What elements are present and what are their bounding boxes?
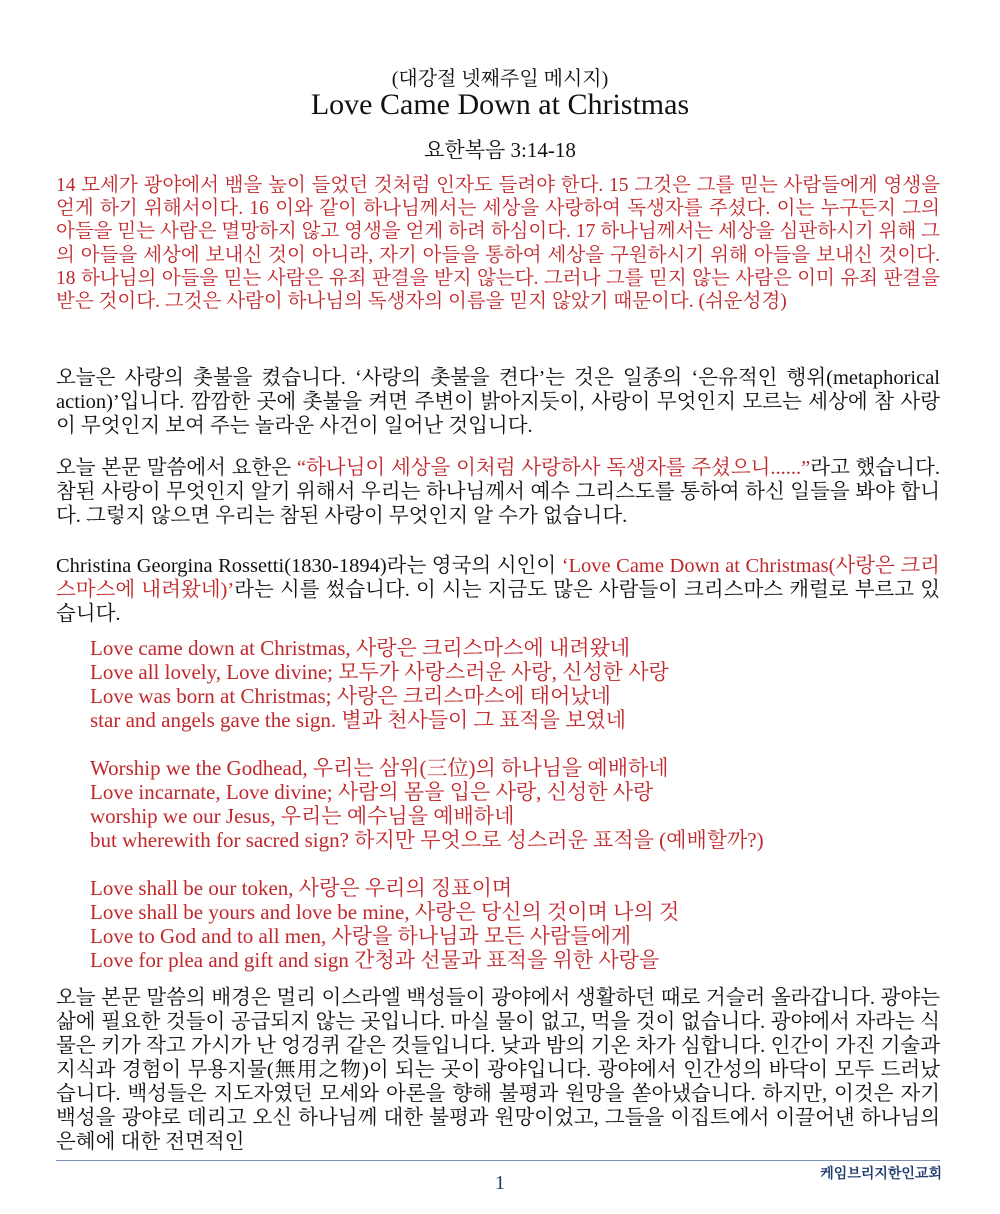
scripture-passage: 14 모세가 광야에서 뱀을 높이 들었던 것처럼 인자도 들려야 한다. 15 그것은 그를 믿는 사람들에게 영생을 얻게 하기 위해서이다. 16 이와 같이 하나님께서는 세상을 사랑하여 독생자를 주셨다. 이는 누구든지 그의 아들을 믿는 사람은 멸망하지 않고 영생을 얻게 하려 하심이다. 17 하나님께서는 세상을 심판하시기 위해 그의 아들을 세상에 보내신 것이 아니라, 자기 아들을 통하여 세상을 구원하시기 위해 아들을 보내신 것이다. 18 하나님의 아들을 믿는 사람은 유죄 판결을 받지 않는다. 그러나 그를 믿지 않는 사람은 이미 유죄 판결을 받은 것이다. 그것은 사람이 하나님의 독생자의 이름을 믿지 않았기 때문이다. (쉬운성경) <box>56 175 940 313</box>
body-paragraph-1: 오늘은 사랑의 촛불을 켰습니다. ‘사랑의 촛불을 켠다’는 것은 일종의 ‘은유적인 행위(metaphorical action)’입니다. 깜깜한 곳에 촛불을 켜면 주변이 밝아지듯이, 사랑이 무엇인지 모르는 세상에 참 사랑이 무엇인지 보여 주는 놀라운 사건이 일어난 것입니다. <box>56 367 940 437</box>
poem-line: Love for plea and gift and sign 간청과 선물과 표적을 위한 사랑을 <box>90 948 660 972</box>
poem-line: Love was born at Christmas; 사랑은 크리스마스에 태어났네 <box>90 684 611 708</box>
body-paragraph-4: 오늘 본문 말씀의 배경은 멀리 이스라엘 백성들이 광야에서 생활하던 때로 거슬러 올라갑니다. 광야는 삶에 필요한 것들이 공급되지 않는 곳입니다. 마실 물이 없고, 먹을 것이 없습니다. 광야에서 자라는 식물은 키가 작고 가시가 난 엉겅퀴 같은 것들입니다. 낮과 밤의 기온 차가 심합니다. 인간이 가진 기술과 지식과 경험이 무용지물(無用之物)이 되는 곳이 광야입니다. 광야에서 인간성의 바닥이 모두 드러났습니다. 백성들은 지도자였던 모세와 아론을 향해 불평과 원망을 쏟아냈습니다. 하지만, 이것은 자기 백성을 광야로 데리고 오신 하나님께 대한 불평과 원망이었고, 그들을 이집트에서 이끌어낸 하나님의 은혜에 대한 전면적인 <box>56 987 940 1153</box>
scripture-reference: 요한복음 3:14-18 <box>424 138 576 162</box>
poem-line: Love came down at Christmas, 사랑은 크리스마스에 내려왔네 <box>90 636 631 660</box>
poem-title-quote: ‘Love Came Down at Christmas(사랑은 크리스마스에 내려왔네)’ <box>56 555 940 601</box>
quoted-verse: “하나님이 세상을 이처럼 사랑하사 독생자를 주셨으니......” <box>296 457 811 479</box>
poem-line: Love incarnate, Love divine; 사람의 몸을 입은 사랑, 신성한 사랑 <box>90 780 654 804</box>
paragraph-text: 오늘 본문 말씀에서 요한은 <box>56 457 297 479</box>
sermon-subtitle: (대강절 넷째주일 메시지) <box>391 68 609 90</box>
footer-divider <box>56 1160 940 1161</box>
poem-line: Love shall be yours and love be mine, 사랑은 당신의 것이며 나의 것 <box>90 900 680 924</box>
paragraph-text: Christina Georgina Rossetti(1830-1894)라는 영국의 시인이 <box>56 555 562 577</box>
poem-stanza-1 <box>90 636 950 732</box>
page-number: 1 <box>495 1172 505 1194</box>
poem-line: worship we our Jesus, 우리는 예수님을 예배하네 <box>90 804 515 828</box>
poem-stanza-2 <box>90 756 950 852</box>
poem-line: Love to God and to all men, 사랑을 하나님과 모든 사람들에게 <box>90 924 632 948</box>
poem-line: Love all lovely, Love divine; 모두가 사랑스러운 사랑, 신성한 사랑 <box>90 660 669 684</box>
paragraph-text: 라는 시를 썼습니다. 이 시는 지금도 많은 사람들이 크리스마스 캐럴로 부르고 있습니다. <box>56 579 940 625</box>
paragraph-text: 라고 했습니다. 참된 사랑이 무엇인지 알기 위해서 우리는 하나님께서 예수 그리스도를 통하여 하신 일들을 봐야 합니다. 그렇지 않으면 우리는 참된 사랑이 무엇인지 알 수가 없습니다. <box>56 457 940 527</box>
church-name: 케임브리지한인교회 <box>820 1166 942 1182</box>
body-paragraph-3 <box>56 554 940 626</box>
poem-stanza-3 <box>90 876 950 972</box>
poem-line: Love shall be our token, 사랑은 우리의 징표이며 <box>90 876 513 900</box>
sermon-title: Love Came Down at Christmas <box>310 88 690 121</box>
poem-line: but wherewith for sacred sign? 하지만 무엇으로 성스러운 표적을 (예배할까?) <box>90 828 764 852</box>
body-paragraph-2 <box>56 456 940 528</box>
poem-line: Worship we the Godhead, 우리는 삼위(三位)의 하나님을 예배하네 <box>90 756 669 780</box>
poem-line: star and angels gave the sign. 별과 천사들이 그 표적을 보였네 <box>90 708 627 732</box>
